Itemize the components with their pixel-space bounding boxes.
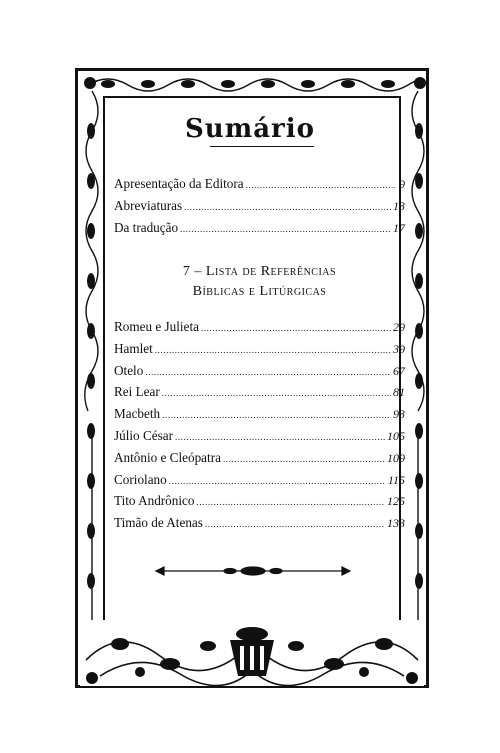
toc-page: 39 (393, 341, 405, 356)
leader-dots (169, 476, 386, 486)
toc-front-matter (114, 176, 405, 241)
ornamental-divider-icon (150, 564, 356, 578)
toc-label: Antônio e Cleópatra (114, 449, 221, 465)
leader-dots (223, 454, 385, 464)
toc-page: 67 (393, 363, 405, 378)
toc-page: 115 (387, 472, 405, 487)
leader-dots (145, 367, 391, 377)
toc-plays (114, 319, 405, 537)
section-heading-line1: 7 – Lista de Referências (182, 264, 337, 279)
toc-label: Macbeth (114, 406, 161, 422)
toc-page: 13 (393, 198, 405, 213)
toc-row[interactable] (114, 319, 405, 341)
toc-row[interactable] (114, 515, 405, 537)
floral-bottom-panel-icon (80, 620, 424, 686)
toc-row[interactable] (114, 384, 405, 406)
leader-dots (175, 432, 385, 442)
toc-page: 133 (387, 516, 405, 531)
toc-label: Da tradução (114, 219, 179, 235)
toc-label: Tito Andrônico (114, 493, 195, 509)
section-heading-line2: Bíblicas e Litúrgicas (192, 284, 327, 299)
toc-page: 17 (393, 220, 405, 235)
toc-label: Otelo (114, 362, 144, 378)
leader-dots (246, 180, 395, 190)
leader-dots (201, 323, 391, 333)
toc-row[interactable] (114, 472, 405, 494)
toc-label: Abreviaturas (114, 197, 183, 213)
toc-label: Hamlet (114, 340, 153, 356)
toc-label: Romeu e Julieta (114, 319, 199, 334)
toc-page: 29 (393, 320, 405, 334)
toc-row[interactable] (114, 220, 405, 242)
toc-row[interactable] (114, 198, 405, 220)
leader-dots (155, 345, 391, 355)
leader-dots (205, 519, 385, 529)
toc-label: Júlio César (114, 427, 173, 443)
leader-dots (180, 224, 391, 234)
toc-label: Rei Lear (114, 384, 160, 400)
title-underline (210, 146, 314, 147)
toc-page: 105 (387, 428, 405, 443)
leader-dots (162, 388, 391, 398)
toc-row[interactable] (114, 406, 405, 428)
leader-dots (184, 202, 391, 212)
toc-page: 93 (393, 407, 405, 422)
toc-page: 81 (393, 385, 405, 400)
toc-row[interactable] (114, 450, 405, 472)
toc-row[interactable] (114, 363, 405, 385)
toc-label: Coriolano (114, 471, 167, 487)
leader-dots (196, 497, 385, 507)
toc-row[interactable] (114, 428, 405, 450)
toc-row[interactable] (114, 493, 405, 515)
toc-page: 9 (399, 177, 405, 191)
toc-label: Timão de Atenas (114, 515, 203, 531)
page-title: Sumário (185, 114, 315, 144)
toc-page: 125 (387, 494, 405, 509)
toc-page: 109 (387, 450, 405, 465)
leader-dots (162, 410, 391, 420)
toc-row[interactable] (114, 341, 405, 363)
toc-label: Apresentação da Editora (114, 176, 244, 191)
section-heading (114, 262, 405, 302)
toc-row[interactable] (114, 176, 405, 198)
